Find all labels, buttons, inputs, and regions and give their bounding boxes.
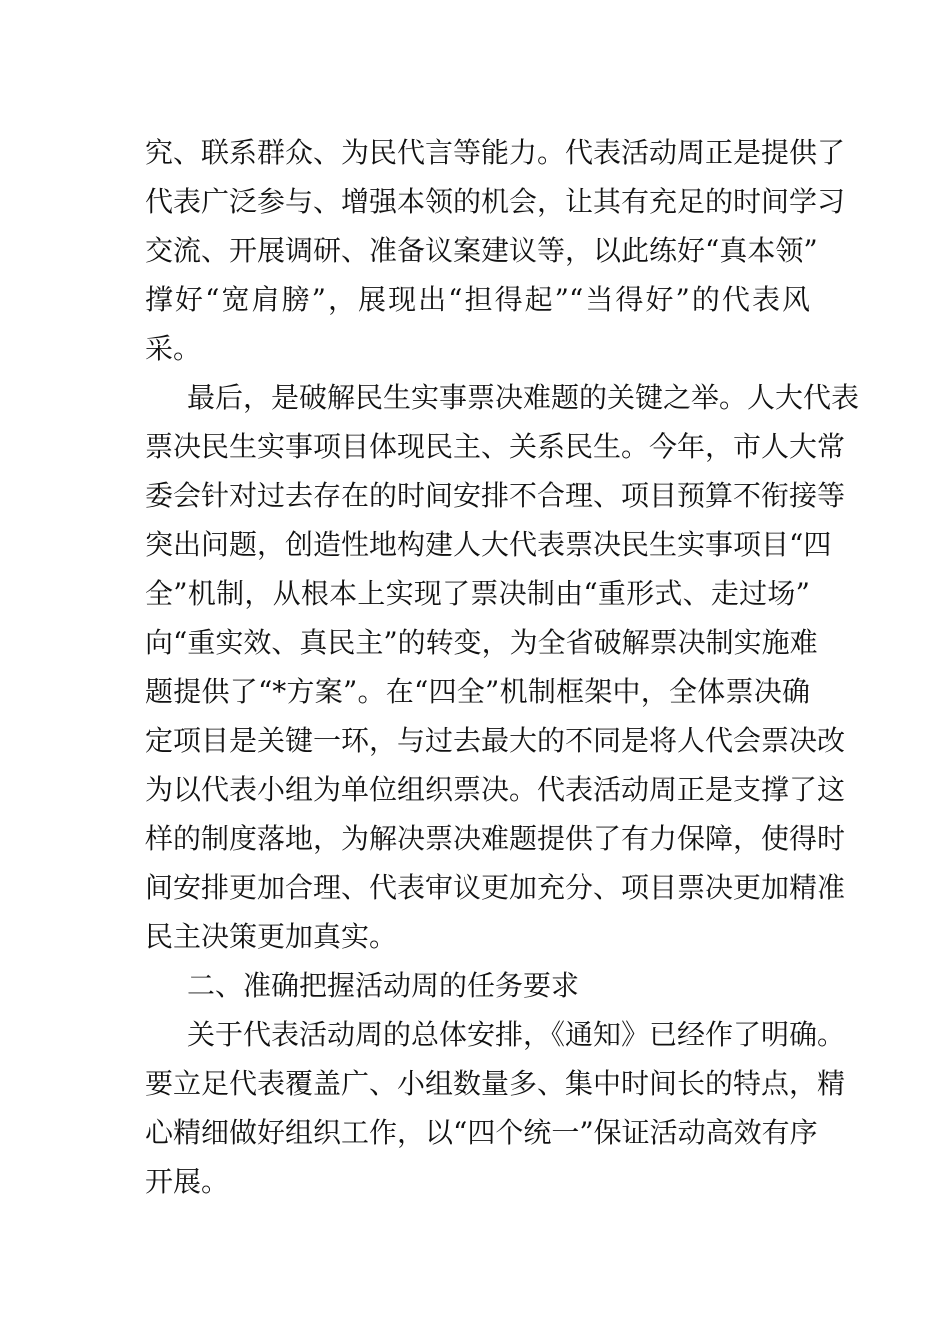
section-heading xyxy=(145,961,810,1010)
paragraph-arrangement xyxy=(145,1010,846,1206)
text-line: 心精细做好组织工作，以“四个统一”保证活动高效有序 xyxy=(145,1116,818,1149)
text-line: 撑好“宽肩膀”，展现出“担得起”“当得好”的代表风 xyxy=(145,283,810,316)
text-line: 票决民生实事项目体现民主、关系民生。今年，市人大常 xyxy=(145,430,846,463)
document-body xyxy=(145,128,860,1206)
text-line: 样的制度落地，为解决票决难题提供了有力保障，使得时 xyxy=(145,822,846,855)
text-line: 定项目是关键一环，与过去最大的不同是将人代会票决改 xyxy=(145,724,846,757)
text-line: 向“重实效、真民主”的转变，为全省破解票决制实施难 xyxy=(145,626,818,659)
paragraph-finally xyxy=(145,373,860,961)
text-line: 题提供了“*方案”。在“四全”机制框架中，全体票决确 xyxy=(145,675,810,708)
text-line: 民主决策更加真实。 xyxy=(145,920,398,953)
text-line: 要立足代表覆盖广、小组数量多、集中时间长的特点，精 xyxy=(145,1067,846,1100)
text-line: 究、联系群众、为民代言等能力。代表活动周正是提供了 xyxy=(145,136,846,169)
text-line: 交流、开展调研、准备议案建议等，以此练好“真本领” xyxy=(145,234,818,267)
text-line: 代表广泛参与、增强本领的机会，让其有充足的时间学习 xyxy=(145,185,846,218)
text-line: 关于代表活动周的总体安排，《通知》已经作了明确。 xyxy=(187,1018,846,1051)
section-heading-text: 二、准确把握活动周的任务要求 xyxy=(187,969,580,1002)
paragraph-continued xyxy=(145,128,846,373)
text-line: 为以代表小组为单位组织票决。代表活动周正是支撑了这 xyxy=(145,773,846,806)
text-line: 采。 xyxy=(145,332,202,365)
text-line: 最后，是破解民生实事票决难题的关键之举。人大代表 xyxy=(187,381,860,414)
text-line: 突出问题，创造性地构建人大代表票决民生实事项目“四 xyxy=(145,528,832,561)
text-line: 委会针对过去存在的时间安排不合理、项目预算不衔接等 xyxy=(145,479,846,512)
text-line: 全”机制，从根本上实现了票决制由“重形式、走过场” xyxy=(145,577,810,610)
text-line: 开展。 xyxy=(145,1165,230,1198)
text-line: 间安排更加合理、代表审议更加充分、项目票决更加精准 xyxy=(145,871,846,904)
